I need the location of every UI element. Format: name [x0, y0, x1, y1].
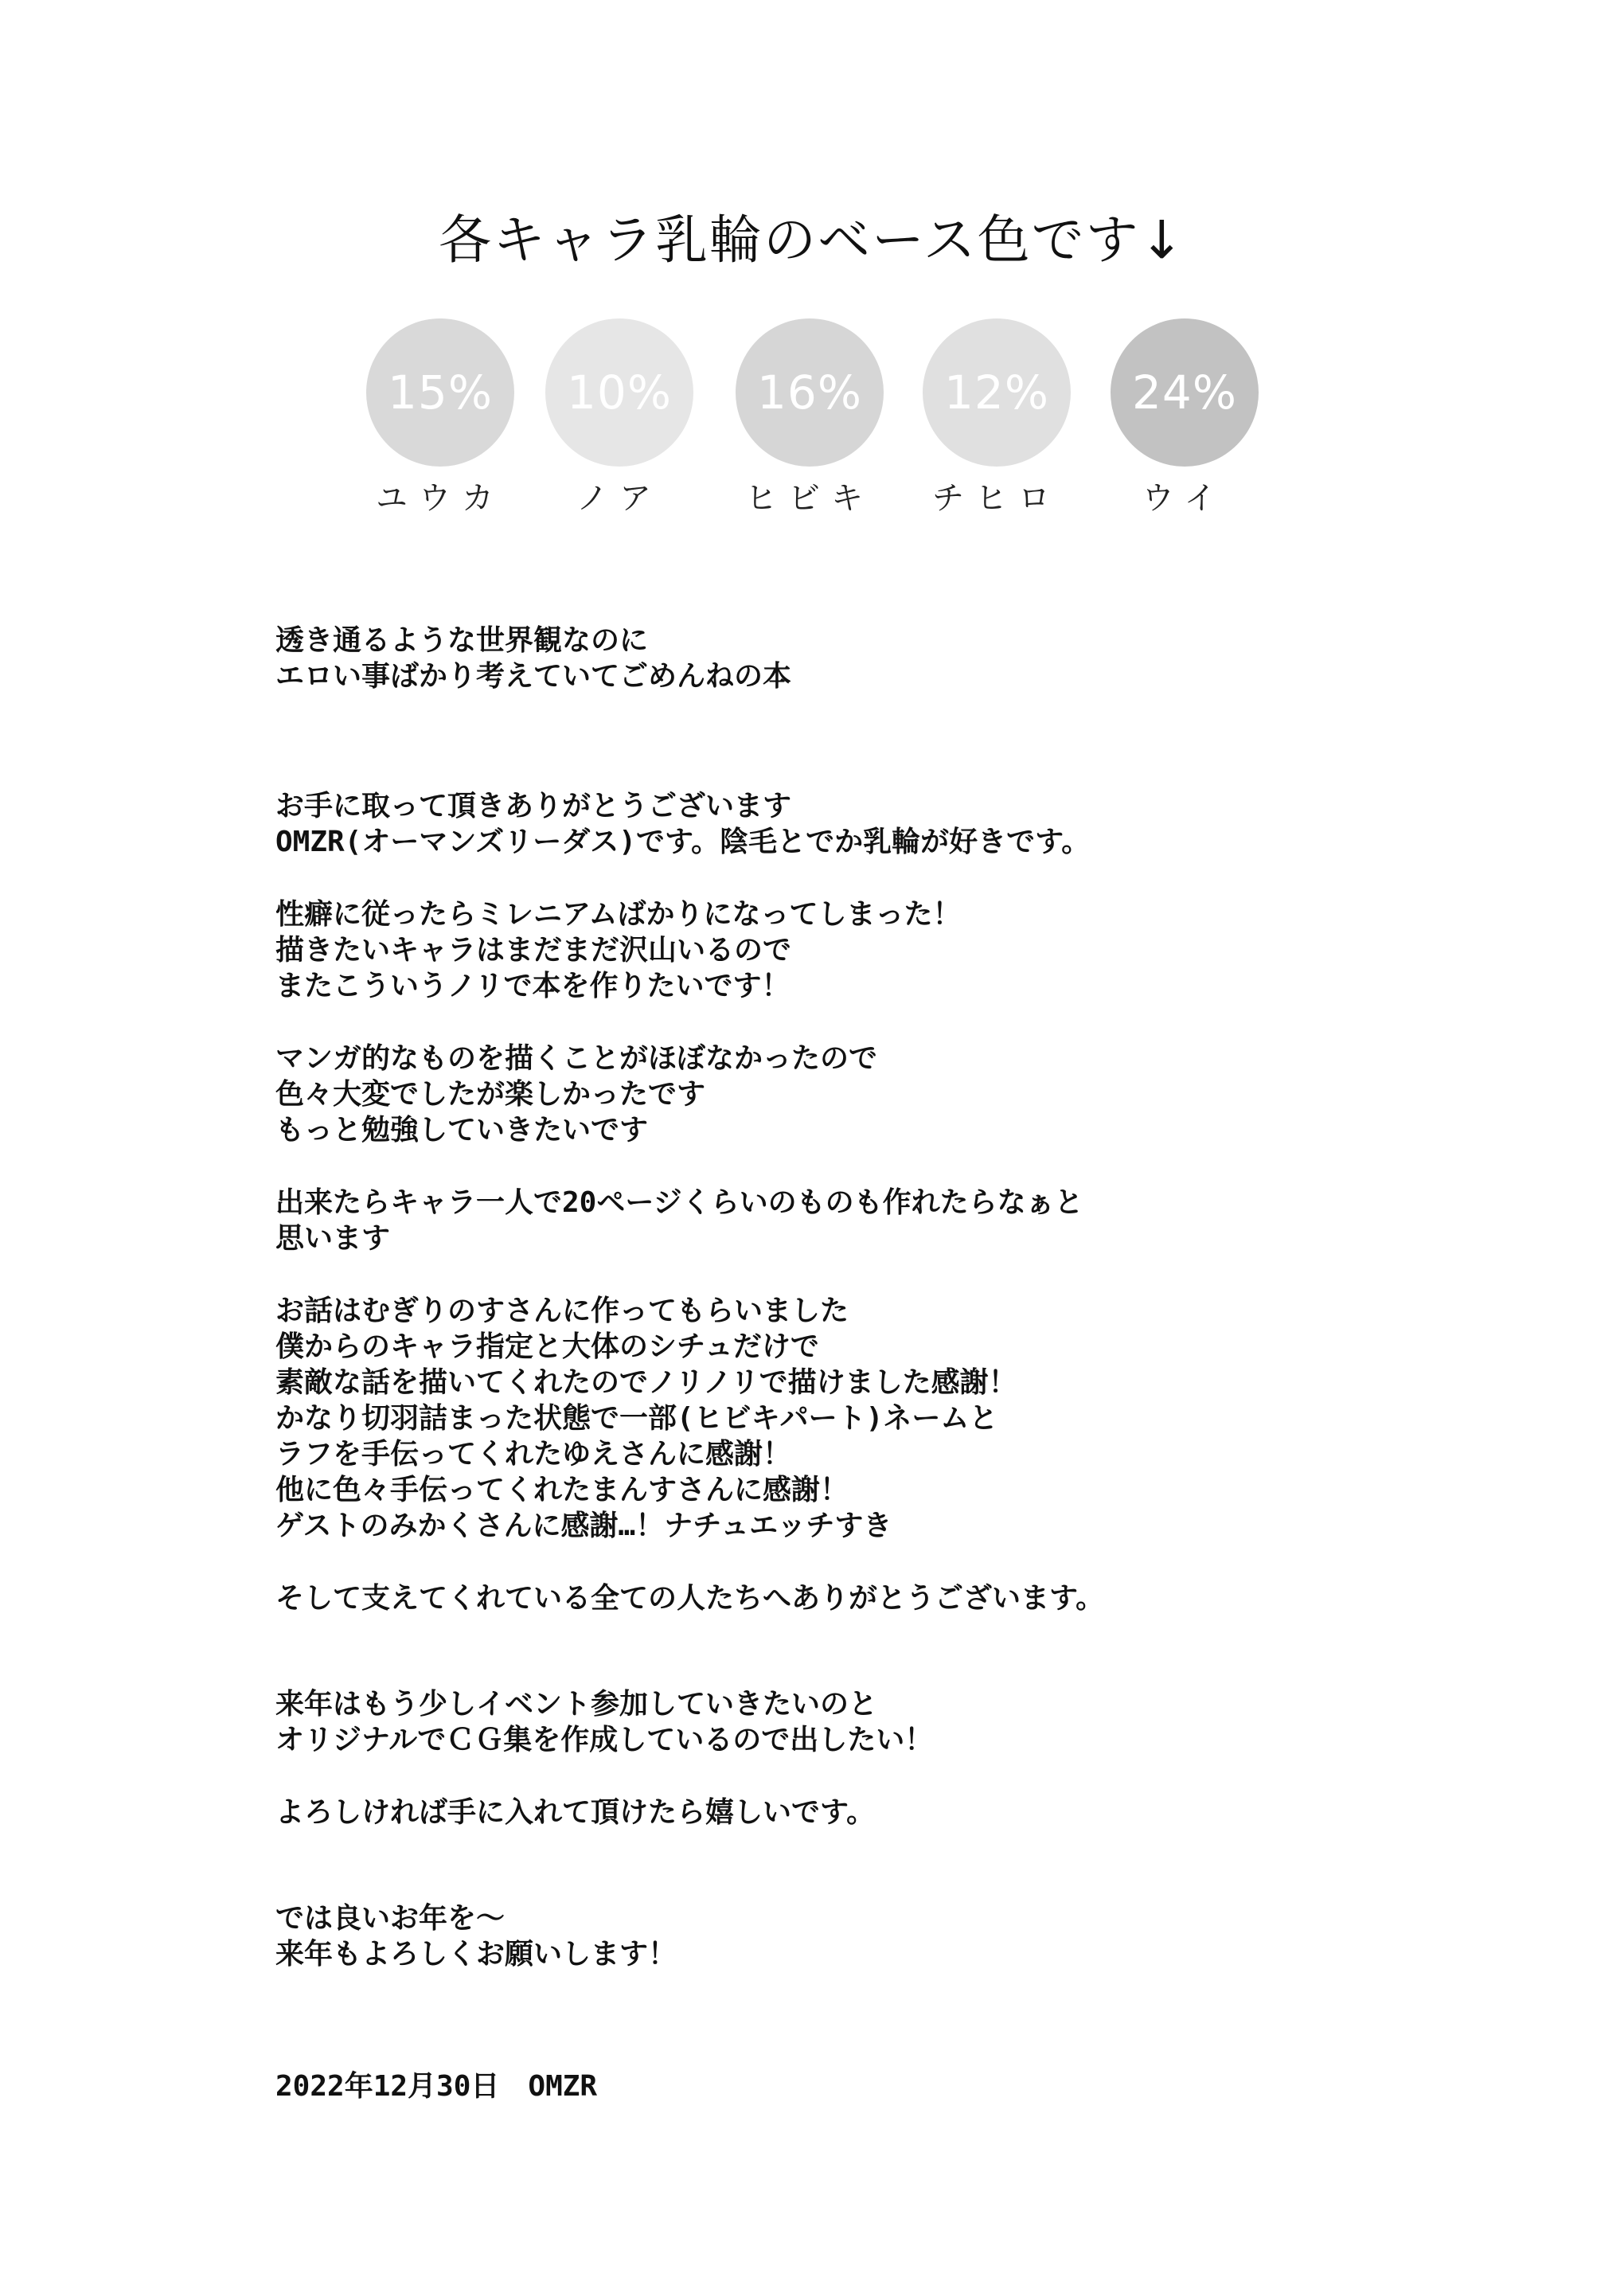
color-swatch-row	[0, 318, 1624, 525]
swatch-circle	[1111, 318, 1259, 467]
text-line: もっと勉強していきたいです	[275, 1114, 649, 1146]
text-line: OMZR(オーマンズリーダス)です。陰毛とでか乳輪が好きです。	[275, 826, 1091, 858]
text-line: 2022年12月30日 OMZR	[275, 2070, 598, 2103]
swatch-percent: 10%	[567, 365, 672, 420]
text-line: そして支えてくれている全ての人たちへありがとうございます。	[275, 1582, 1105, 1615]
swatch-circle	[366, 318, 514, 467]
text-line: では良いお年を～	[275, 1902, 506, 1935]
paragraph	[275, 1795, 1549, 1830]
swatch-circle	[545, 318, 693, 467]
text-line: オリジナルでＣＧ集を作成しているので出したい！	[275, 1724, 934, 1756]
swatch-ui	[1109, 318, 1260, 518]
text-line: 性癖に従ったらミレニアムばかりになってしまった！	[275, 898, 962, 931]
swatch-percent: 15%	[388, 365, 493, 420]
swatch-percent: 16%	[757, 365, 862, 420]
afterword-text	[275, 623, 1549, 2104]
text-line: 僕からのキャラ指定と大体のシチュだけで	[275, 1330, 819, 1363]
text-line: エロい事ばかり考えていてごめんねの本	[275, 660, 792, 693]
text-line: 透き通るような世界観なのに	[275, 624, 649, 657]
swatch-name: ユウカ	[376, 480, 505, 517]
swatch-chihiro	[921, 318, 1072, 518]
paragraph	[275, 1580, 1549, 1616]
swatch-name: ヒビキ	[745, 480, 874, 517]
text-line: お手に取って頂きありがとうございます	[275, 790, 792, 822]
text-line: 来年もよろしくお願いします！	[275, 1938, 677, 1971]
text-line: よろしければ手に入れて頂けたら嬉しいです。	[275, 1796, 876, 1829]
swatch-hibiki	[734, 318, 885, 518]
text-line: ラフを手伝ってくれたゆえさんに感謝！	[275, 1438, 792, 1471]
text-line: 来年はもう少しイベント参加していきたいのと	[275, 1688, 878, 1721]
text-line: お話はむぎりのすさんに作ってもらいました	[275, 1295, 849, 1327]
paragraph	[275, 1041, 1549, 1148]
swatch-noa	[544, 318, 695, 518]
swatch-name: ウイ	[1142, 480, 1228, 517]
text-line: 描きたいキャラはまだまだ沢山いるので	[275, 934, 792, 967]
page-heading: 各キャラ乳輪のベース色です↓	[438, 209, 1185, 271]
text-line: 他に色々手伝ってくれたまんすさんに感謝！	[275, 1474, 849, 1506]
swatch-name: チヒロ	[932, 480, 1061, 517]
paragraph	[275, 788, 1549, 860]
text-line: 色々大変でしたが楽しかったです	[275, 1078, 706, 1111]
swatch-name: ノア	[576, 480, 662, 517]
paragraph	[275, 623, 1549, 694]
text-line: 思います	[275, 1222, 391, 1255]
paragraph	[275, 2068, 1549, 2104]
text-line: またこういうノリで本を作りたいです！	[275, 970, 791, 1002]
swatch-percent: 24%	[1132, 365, 1237, 420]
swatch-yuuka	[365, 318, 516, 518]
paragraph	[275, 1686, 1549, 1758]
swatch-circle	[923, 318, 1071, 467]
text-line: かなり切羽詰まった状態で一部(ヒビキパート)ネームと	[275, 1402, 998, 1435]
text-line: 出来たらキャラ一人で20ページくらいのものも作れたらなぁと	[275, 1186, 1083, 1219]
text-line: 素敵な話を描いてくれたのでノリノリで描けました感謝！	[275, 1366, 1017, 1399]
text-line: マンガ的なものを描くことがほぼなかったので	[275, 1042, 878, 1075]
paragraph	[275, 1185, 1549, 1256]
paragraph	[275, 896, 1549, 1004]
swatch-circle	[736, 318, 884, 467]
paragraph	[275, 1900, 1549, 1972]
text-line: ゲストのみかくさんに感謝…！ナチュエッチすき	[275, 1510, 892, 1542]
swatch-percent: 12%	[944, 365, 1049, 420]
paragraph	[275, 1293, 1549, 1544]
